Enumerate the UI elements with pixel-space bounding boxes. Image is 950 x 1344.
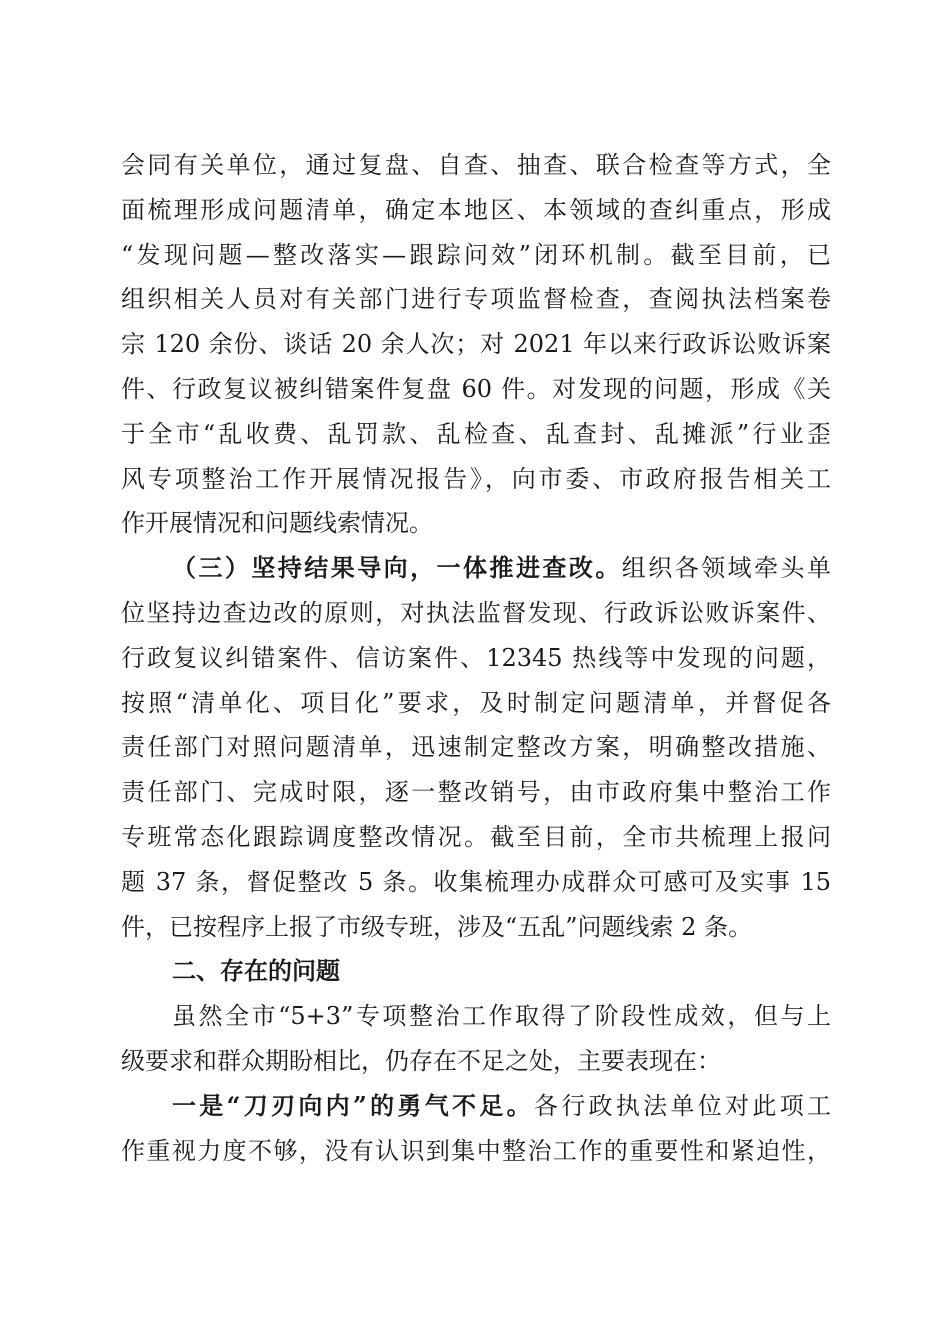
body-line: “发现问题—整改落实—跟踪问效”闭环机制。截至目前，已: [121, 240, 831, 269]
section-3-text: 组织各领域牵头单: [621, 554, 832, 583]
document-body: [121, 143, 831, 1173]
body-line: 件，已按程序上报了市级专班，涉及“五乱”问题线索 2 条。: [121, 912, 753, 941]
problem-1-text: 各行政执法单位对此项工: [533, 1091, 832, 1120]
body-line: 专班常态化跟踪调度整改情况。截至目前，全市共梳理上报问: [121, 822, 831, 851]
problems-intro-line: 级要求和群众期盼相比，仍存在不足之处，主要表现在：: [121, 1046, 721, 1075]
body-line: 面梳理形成问题清单，确定本地区、本领域的查纠重点，形成: [121, 195, 831, 224]
body-line: 宗 120 余份、谈话 20 余人次；对 2021 年以来行政诉讼败诉案: [121, 330, 831, 359]
body-line: 题 37 条，督促整改 5 条。收集梳理办成群众可感可及实事 15: [121, 867, 831, 896]
section-heading: 二、存在的问题: [172, 957, 340, 986]
body-line: 责任部门对照问题清单，迅速制定整改方案，明确整改措施、: [121, 733, 831, 762]
body-line: 于全市“乱收费、乱罚款、乱检查、乱查封、乱摊派”行业歪: [121, 419, 831, 448]
body-line: 位坚持边查边改的原则，对执法监督发现、行政诉讼败诉案件、: [121, 598, 831, 627]
body-line: 件、行政复议被纠错案件复盘 60 件。对发现的问题，形成《关: [121, 374, 831, 403]
body-line: 组织相关人员对有关部门进行专项监督检查，查阅执法档案卷: [121, 285, 831, 314]
problems-intro-line: 虽然全市“5+3”专项整治工作取得了阶段性成效，但与上: [172, 1002, 831, 1031]
body-line: 行政复议纠错案件、信访案件、12345 热线等中发现的问题，: [121, 643, 831, 672]
body-line: 作开展情况和问题线索情况。: [121, 509, 433, 538]
body-line: 会同有关单位，通过复盘、自查、抽查、联合检查等方式，全: [121, 151, 831, 179]
body-line: 责任部门、完成时限，逐一整改销号，由市政府集中整治工作: [121, 778, 831, 807]
body-line: 作重视力度不够，没有认识到集中整治工作的重要性和紧迫性，: [121, 1136, 831, 1165]
body-line: 按照“清单化、项目化”要求，及时制定问题清单，并督促各: [121, 688, 831, 717]
body-line: 风专项整治工作开展情况报告》，向市委、市政府报告相关工: [121, 464, 831, 493]
problem-1-first-line: [121, 1084, 831, 1129]
problem-1-lead: 一是“刀刃向内”的勇气不足。: [172, 1090, 534, 1120]
section-3-first-line: [121, 546, 831, 591]
section-3-heading: （三）坚持结果导向，一体推进查改。: [172, 553, 622, 583]
